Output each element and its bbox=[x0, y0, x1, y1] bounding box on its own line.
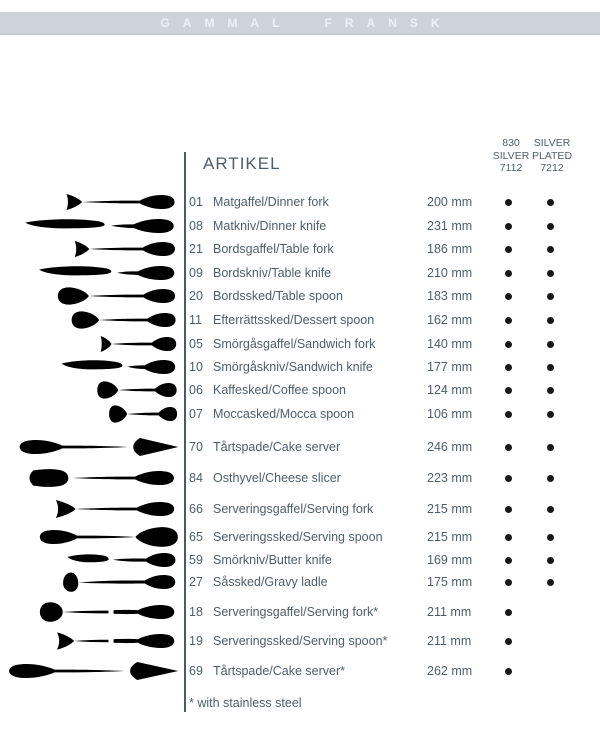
column-header-silver-plated-7212 bbox=[529, 137, 575, 175]
table-row bbox=[0, 379, 600, 401]
utensil-drawing-cake-server bbox=[13, 435, 180, 459]
utensil-drawing-serving-fork bbox=[34, 497, 180, 521]
article-size: 177 mm bbox=[427, 360, 473, 374]
table-title: ARTIKEL bbox=[203, 154, 281, 173]
dot-silver-plated bbox=[547, 199, 554, 206]
availability-silver-plated bbox=[543, 467, 557, 489]
article-name: Moccasked/Mocca spoon bbox=[213, 407, 355, 421]
availability-silver-plated bbox=[543, 403, 557, 425]
article-size: 183 mm bbox=[427, 289, 473, 303]
article-name: Tårtspade/Cake server bbox=[213, 440, 341, 454]
article-number: 20 bbox=[189, 289, 203, 303]
article-name: Osthyvel/Cheese slicer bbox=[213, 471, 341, 485]
availability-830-silver bbox=[501, 436, 515, 458]
article-number: 27 bbox=[189, 575, 203, 589]
availability-silver-plated bbox=[543, 191, 557, 213]
utensil-drawing-knife bbox=[37, 261, 180, 285]
utensil-drawing-knife bbox=[60, 355, 180, 379]
availability-830-silver bbox=[501, 285, 515, 307]
article-number: 65 bbox=[189, 530, 203, 544]
utensil-drawing-serving-spoon-ss bbox=[37, 600, 180, 624]
article-number: 70 bbox=[189, 440, 203, 454]
article-size: 140 mm bbox=[427, 337, 473, 351]
dot-830-silver bbox=[505, 444, 512, 451]
article-number: 59 bbox=[189, 553, 203, 567]
dot-silver-plated bbox=[547, 506, 554, 513]
article-size: 106 mm bbox=[427, 407, 473, 421]
availability-830-silver bbox=[501, 467, 515, 489]
availability-silver-plated bbox=[543, 436, 557, 458]
column-header-line: 830 bbox=[502, 137, 520, 149]
availability-830-silver bbox=[501, 630, 515, 652]
article-number: 19 bbox=[189, 634, 203, 648]
utensil-drawing-spoon bbox=[108, 402, 180, 426]
utensil-drawing-spoon bbox=[56, 284, 180, 308]
utensil-drawing-spoon bbox=[96, 378, 180, 402]
dot-silver-plated bbox=[547, 475, 554, 482]
article-number: 84 bbox=[189, 471, 203, 485]
collection-banner bbox=[0, 12, 600, 35]
utensil-drawing-cheese-slicer bbox=[28, 466, 180, 490]
dot-830-silver bbox=[505, 579, 512, 586]
availability-830-silver bbox=[501, 238, 515, 260]
article-number: 21 bbox=[189, 242, 203, 256]
article-name: Smörgåsgaffel/Sandwich fork bbox=[213, 337, 376, 351]
availability-830-silver bbox=[501, 549, 515, 571]
article-size: 200 mm bbox=[427, 195, 473, 209]
column-header-line: PLATED bbox=[531, 149, 573, 162]
dot-830-silver bbox=[505, 506, 512, 513]
availability-830-silver bbox=[501, 309, 515, 331]
dot-830-silver bbox=[505, 317, 512, 324]
availability-830-silver bbox=[501, 601, 515, 623]
column-header-line: SILVER bbox=[533, 137, 571, 149]
dot-silver-plated bbox=[547, 317, 554, 324]
article-number: 08 bbox=[189, 219, 203, 233]
utensil-drawing-serving-fork-ss bbox=[37, 629, 180, 653]
availability-830-silver bbox=[501, 215, 515, 237]
utensil-drawing-cake-server bbox=[2, 659, 180, 683]
article-number: 10 bbox=[189, 360, 203, 374]
dot-830-silver bbox=[505, 270, 512, 277]
column-header-line: 7212 bbox=[540, 162, 564, 174]
dot-silver-plated bbox=[547, 557, 554, 564]
article-size: 211 mm bbox=[427, 605, 472, 619]
article-number: 11 bbox=[189, 313, 202, 327]
article-name: Serveringsgaffel/Serving fork bbox=[213, 502, 374, 516]
utensil-drawing-butter-knife bbox=[65, 548, 180, 572]
availability-830-silver bbox=[501, 356, 515, 378]
article-name: Smörgåskniv/Sandwich knife bbox=[213, 360, 373, 374]
availability-silver-plated bbox=[543, 356, 557, 378]
utensil-drawing-serving-spoon bbox=[34, 525, 180, 549]
article-name: Serveringssked/Serving spoon bbox=[213, 530, 383, 544]
article-size: 162 mm bbox=[427, 313, 473, 327]
article-size: 211 mm bbox=[427, 634, 472, 648]
dot-830-silver bbox=[505, 246, 512, 253]
dot-830-silver bbox=[505, 341, 512, 348]
availability-830-silver bbox=[501, 571, 515, 593]
dot-silver-plated bbox=[547, 364, 554, 371]
article-name: Serveringsgaffel/Serving fork* bbox=[213, 605, 379, 619]
dot-830-silver bbox=[505, 609, 512, 616]
dot-830-silver bbox=[505, 364, 512, 371]
article-number: 07 bbox=[189, 407, 203, 421]
article-number: 66 bbox=[189, 502, 203, 516]
dot-silver-plated bbox=[547, 246, 554, 253]
dot-silver-plated bbox=[547, 341, 554, 348]
dot-silver-plated bbox=[547, 387, 554, 394]
article-size: 215 mm bbox=[427, 502, 473, 516]
article-size: 262 mm bbox=[427, 664, 473, 678]
dot-830-silver bbox=[505, 293, 512, 300]
article-size: 124 mm bbox=[427, 383, 473, 397]
availability-silver-plated bbox=[543, 333, 557, 355]
availability-silver-plated bbox=[543, 285, 557, 307]
dot-830-silver bbox=[505, 557, 512, 564]
dot-830-silver bbox=[505, 387, 512, 394]
article-name: Matgaffel/Dinner fork bbox=[213, 195, 329, 209]
availability-830-silver bbox=[501, 379, 515, 401]
article-size: 175 mm bbox=[427, 575, 473, 589]
availability-silver-plated bbox=[543, 571, 557, 593]
dot-silver-plated bbox=[547, 534, 554, 541]
article-size: 169 mm bbox=[427, 553, 473, 567]
dot-silver-plated bbox=[547, 411, 554, 418]
article-name: Tårtspade/Cake server* bbox=[213, 664, 346, 678]
column-header-line: SILVER bbox=[492, 149, 530, 162]
availability-silver-plated bbox=[543, 379, 557, 401]
utensil-drawing-fork bbox=[44, 190, 180, 214]
column-header-830-silver-7112 bbox=[488, 137, 534, 175]
utensil-drawing-spoon bbox=[70, 308, 180, 332]
article-name: Smörkniv/Butter knife bbox=[213, 553, 332, 567]
dot-silver-plated bbox=[547, 293, 554, 300]
article-number: 09 bbox=[189, 266, 203, 280]
availability-silver-plated bbox=[543, 498, 557, 520]
availability-830-silver bbox=[501, 191, 515, 213]
article-size: 231 mm bbox=[427, 219, 473, 233]
dot-830-silver bbox=[505, 223, 512, 230]
article-name: Serveringssked/Serving spoon* bbox=[213, 634, 388, 648]
dot-830-silver bbox=[505, 475, 512, 482]
utensil-drawing-ladle bbox=[61, 570, 180, 594]
availability-830-silver bbox=[501, 333, 515, 355]
article-number: 69 bbox=[189, 664, 203, 678]
article-number: 01 bbox=[189, 195, 203, 209]
article-size: 215 mm bbox=[427, 530, 473, 544]
availability-silver-plated bbox=[543, 549, 557, 571]
article-name: Bordssked/Table spoon bbox=[213, 289, 343, 303]
availability-830-silver bbox=[501, 526, 515, 548]
collection-title: GAMMAL FRANSK bbox=[160, 16, 453, 30]
utensil-drawing-knife bbox=[23, 214, 180, 238]
availability-silver-plated bbox=[543, 215, 557, 237]
dot-830-silver bbox=[505, 411, 512, 418]
column-header-line: 7112 bbox=[499, 162, 523, 174]
dot-830-silver bbox=[505, 199, 512, 206]
dot-830-silver bbox=[505, 668, 512, 675]
availability-silver-plated bbox=[543, 601, 557, 623]
article-size: 186 mm bbox=[427, 242, 473, 256]
dot-silver-plated bbox=[547, 223, 554, 230]
article-number: 18 bbox=[189, 605, 203, 619]
dot-830-silver bbox=[505, 638, 512, 645]
article-number: 05 bbox=[189, 337, 203, 351]
dot-silver-plated bbox=[547, 579, 554, 586]
article-size: 223 mm bbox=[427, 471, 473, 485]
footnote: * with stainless steel bbox=[189, 696, 302, 710]
article-name: Såssked/Gravy ladle bbox=[213, 575, 328, 589]
availability-silver-plated bbox=[543, 630, 557, 652]
table-row bbox=[0, 403, 600, 425]
article-name: Kaffesked/Coffee spoon bbox=[213, 383, 346, 397]
article-name: Matkniv/Dinner knife bbox=[213, 219, 327, 233]
article-number: 06 bbox=[189, 383, 203, 397]
article-name: Efterrättssked/Dessert spoon bbox=[213, 313, 375, 327]
availability-silver-plated bbox=[543, 262, 557, 284]
availability-silver-plated bbox=[543, 309, 557, 331]
availability-silver-plated bbox=[543, 660, 557, 682]
article-name: Bordsgaffel/Table fork bbox=[213, 242, 334, 256]
article-size: 210 mm bbox=[427, 266, 473, 280]
utensil-drawing-fork bbox=[54, 237, 180, 261]
utensil-drawing-fork bbox=[85, 332, 180, 356]
availability-830-silver bbox=[501, 660, 515, 682]
availability-silver-plated bbox=[543, 526, 557, 548]
availability-830-silver bbox=[501, 262, 515, 284]
availability-830-silver bbox=[501, 403, 515, 425]
availability-830-silver bbox=[501, 498, 515, 520]
article-name: Bordskniv/Table knife bbox=[213, 266, 332, 280]
article-size: 246 mm bbox=[427, 440, 473, 454]
availability-silver-plated bbox=[543, 238, 557, 260]
dot-silver-plated bbox=[547, 270, 554, 277]
dot-830-silver bbox=[505, 534, 512, 541]
dot-silver-plated bbox=[547, 444, 554, 451]
